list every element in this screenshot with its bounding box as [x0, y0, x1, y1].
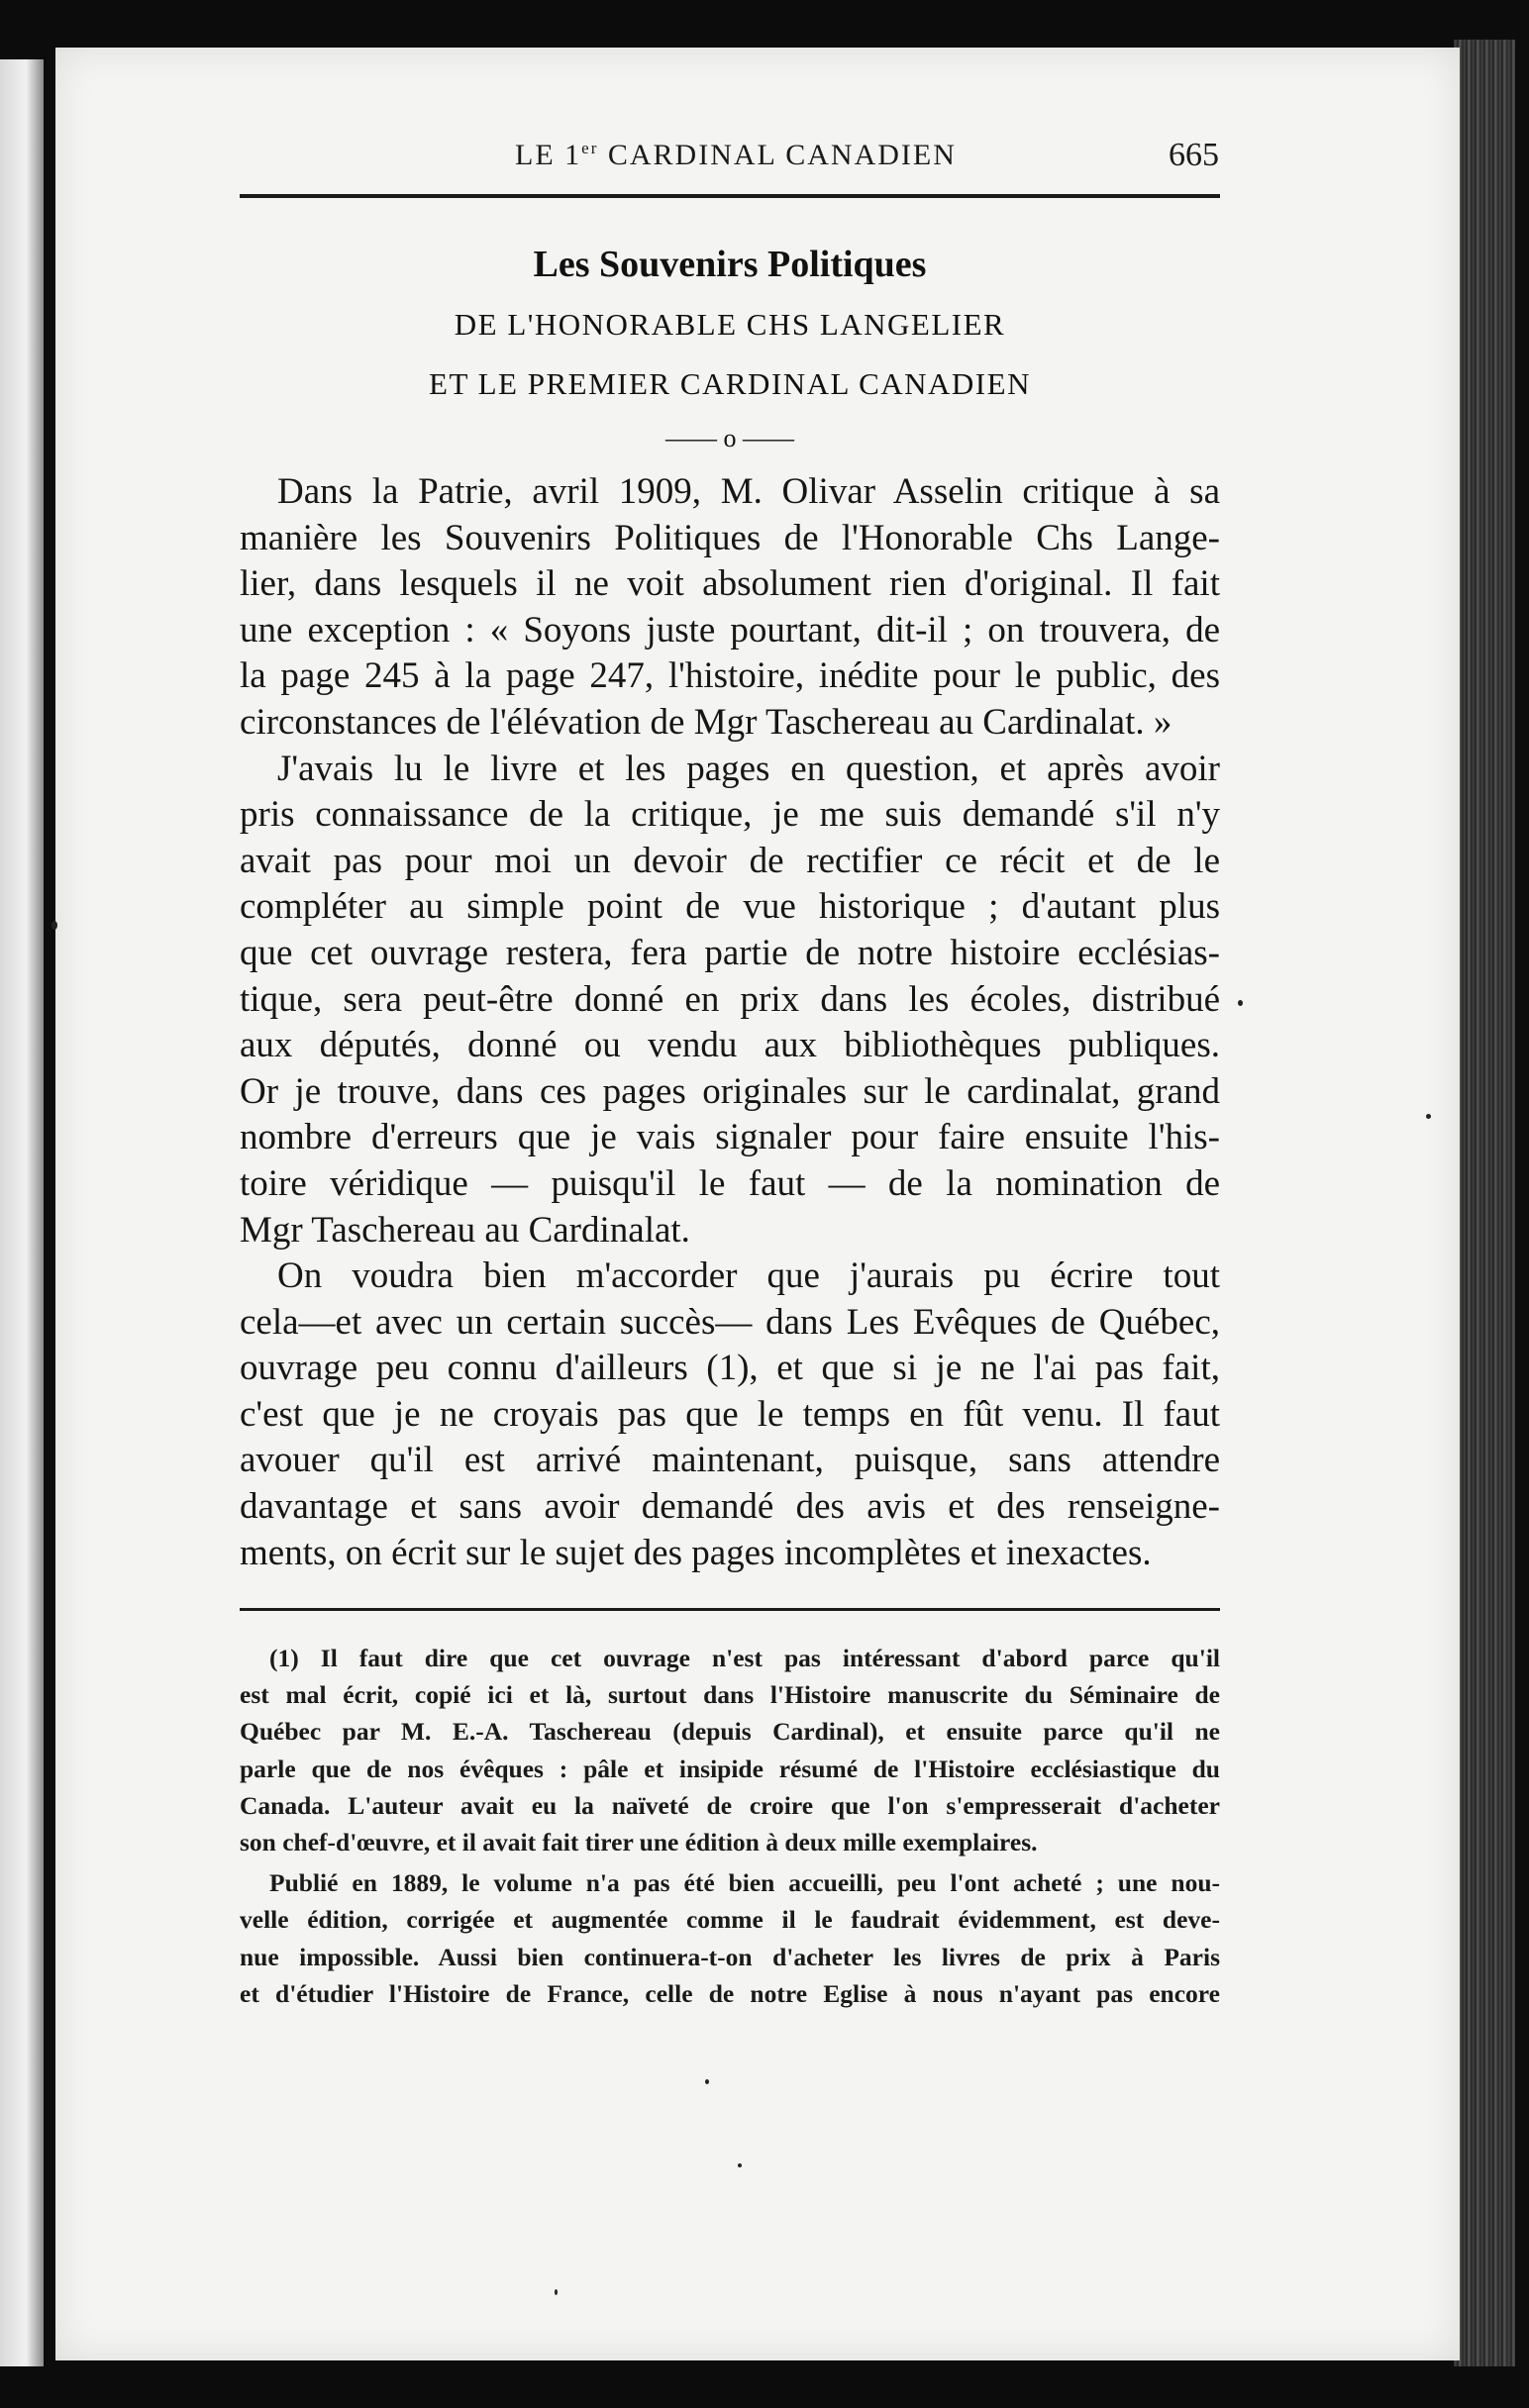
- running-head: [515, 139, 957, 172]
- header-rule: [240, 194, 1220, 198]
- body-line: Or je trouve, dans ces pages originales sur le cardinalat, grand: [240, 1070, 1220, 1112]
- footnote-line: velle édition, corrigée et augmentée comme il le faudrait évidemment, est deve-: [240, 1905, 1220, 1935]
- speck: [738, 2163, 742, 2167]
- body-line: lier, dans lesquels il ne voit absolument rien d'original. Il fait: [240, 563, 1220, 605]
- body-line: la page 245 à la page 247, l'histoire, inédite pour le public, des: [240, 655, 1220, 697]
- body-line: que cet ouvrage restera, fera partie de notre histoire ecclésias-: [240, 932, 1220, 973]
- body-line: manière les Souvenirs Politiques de l'Honorable Chs Lange-: [240, 517, 1220, 558]
- body-line: nombre d'erreurs que je vais signaler pour faire ensuite l'his-: [240, 1117, 1220, 1158]
- speck: [705, 2079, 709, 2084]
- footnotes: [240, 1640, 1220, 2012]
- body-line: J'avais lu le livre et les pages en question, et après avoir: [277, 748, 1220, 789]
- body-line: tique, sera peut-être donné en prix dans les écoles, distribué: [240, 978, 1220, 1020]
- adjacent-page-edge: [0, 59, 44, 2366]
- footnote-line: son chef-d'œuvre, et il avait fait tirer une édition à deux mille exemplaires.: [240, 1827, 1038, 1856]
- speck: [555, 2289, 558, 2295]
- page-number: 665: [1169, 137, 1219, 173]
- book-edge: [1454, 40, 1515, 2366]
- body-text: [240, 469, 1220, 1576]
- speck: [1238, 1000, 1243, 1006]
- footnote-line: Canada. L'auteur avait eu la naïveté de croire que l'on s'empresserait d'acheter: [240, 1790, 1220, 1820]
- speck: [1426, 1114, 1431, 1119]
- body-line: c'est que je ne croyais pas que le temps en fût venu. Il faut: [240, 1393, 1220, 1435]
- body-line: On voudra bien m'accorder que j'aurais pu écrire tout: [277, 1255, 1220, 1297]
- article-subtitle-line1: DE L'HONORABLE CHS LANGELIER: [454, 307, 1006, 342]
- body-line: avouer qu'il est arrivé maintenant, puisque, sans attendre: [240, 1440, 1220, 1481]
- footnote-line: (1) Il faut dire que cet ouvrage n'est pas intéressant d'abord parce qu'il: [269, 1644, 1220, 1672]
- speck: [51, 921, 57, 930]
- body-line: pris connaissance de la critique, je me suis demandé s'il n'y: [240, 794, 1220, 836]
- body-line: davantage et sans avoir demandé des avis et des renseigne-: [240, 1486, 1220, 1528]
- body-line: toire véridique — puisqu'il le faut — de la nomination de: [240, 1162, 1220, 1204]
- body-line: compléter au simple point de vue historique ; d'autant plus: [240, 886, 1220, 928]
- body-line: Dans la Patrie, avril 1909, M. Olivar Asselin critique à sa: [277, 471, 1220, 512]
- body-line: aux députés, donné ou vendu aux bibliothèques publiques.: [240, 1025, 1220, 1066]
- body-line: cela—et avec un certain succès— dans Les Evêques de Québec,: [240, 1301, 1220, 1343]
- running-head-sup: er: [581, 139, 599, 157]
- body-line: ments, on écrit sur le sujet des pages incomplètes et inexactes.: [240, 1532, 1152, 1573]
- body-line: avait pas pour moi un devoir de rectifier ce récit et de le: [240, 840, 1220, 881]
- body-line: une exception : « Soyons juste pourtant, dit-il ; on trouvera, de: [240, 609, 1220, 651]
- article-title: Les Souvenirs Politiques: [533, 244, 927, 285]
- article-subtitle-line2: ET LE PREMIER CARDINAL CANADIEN: [429, 366, 1031, 401]
- ornament-divider: —— o ——: [665, 424, 794, 452]
- footnote-line: nue impossible. Aussi bien continuera-t-on d'acheter les livres de prix à Paris: [240, 1942, 1220, 1971]
- footnote-line: Publié en 1889, le volume n'a pas été bien accueilli, peu l'ont acheté ; une nou-: [269, 1868, 1220, 1898]
- footnote-line: et d'étudier l'Histoire de France, celle de notre Eglise à nous n'ayant pas encore: [240, 1978, 1220, 2008]
- body-line: circonstances de l'élévation de Mgr Taschereau au Cardinalat. »: [240, 701, 1172, 743]
- footnote-line: est mal écrit, copié ici et là, surtout dans l'Histoire manuscrite du Séminaire de: [240, 1680, 1220, 1710]
- running-head-suffix: CARDINAL CANADIEN: [598, 139, 957, 171]
- footnote-line: Québec par M. E.-A. Taschereau (depuis Cardinal), et ensuite parce qu'il ne: [240, 1717, 1220, 1747]
- body-line: ouvrage peu connu d'ailleurs (1), et que si je ne l'ai pas fait,: [240, 1348, 1220, 1389]
- body-line: Mgr Taschereau au Cardinalat.: [240, 1209, 690, 1251]
- running-head-prefix: LE 1: [515, 139, 582, 171]
- footnote-line: parle que de nos évêques : pâle et insipide résumé de l'Histoire ecclésiastique du: [240, 1754, 1220, 1783]
- footnote-rule: [240, 1608, 1220, 1611]
